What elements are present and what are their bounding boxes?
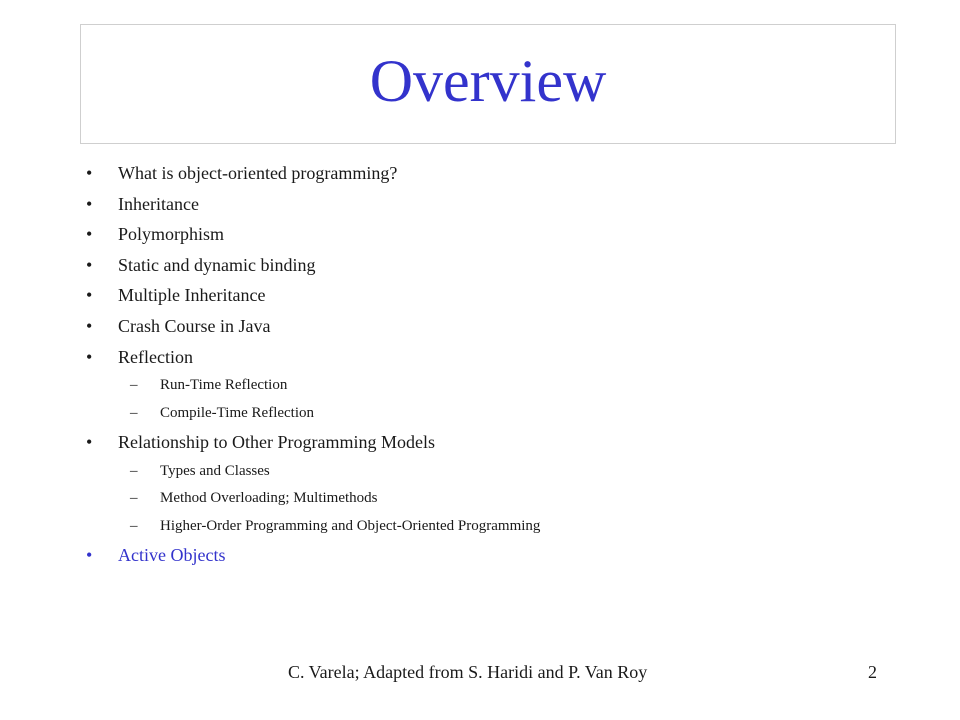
- sub-bullet-marker: –: [130, 490, 138, 507]
- bullet-marker: •: [86, 193, 93, 214]
- bullet-item: [86, 342, 886, 373]
- sub-bullet-text: Method Overloading; Multimethods: [160, 490, 378, 507]
- bullet-item: [86, 280, 886, 311]
- bullet-item: [86, 158, 886, 189]
- bullet-text: Static and dynamic binding: [118, 254, 316, 275]
- sub-bullet-item: [86, 458, 886, 486]
- bullet-marker: •: [86, 545, 93, 566]
- sub-bullet-item: [86, 513, 886, 541]
- sub-bullet-marker: –: [130, 377, 138, 394]
- sub-bullet-text: Compile-Time Reflection: [160, 404, 315, 421]
- bullet-marker: •: [86, 432, 93, 453]
- sub-bullet-text: Run-Time Reflection: [160, 377, 288, 394]
- footer-credit: C. Varela; Adapted from S. Haridi and P. Van Roy: [288, 662, 648, 682]
- bullet-item: [86, 219, 886, 250]
- bullet-text: Polymorphism: [118, 224, 225, 245]
- bullet-item: [86, 427, 886, 458]
- bullet-text: Active Objects: [118, 545, 226, 566]
- bullet-text: Relationship to Other Programming Models: [118, 432, 435, 453]
- page-number: 2: [868, 662, 877, 682]
- bullet-item-active: [86, 540, 886, 571]
- bullet-item: [86, 189, 886, 220]
- sub-bullet-marker: –: [130, 517, 138, 534]
- bullet-item: [86, 311, 886, 342]
- bullet-text: Inheritance: [118, 193, 199, 214]
- bullet-marker: •: [86, 285, 93, 306]
- bullet-text: Multiple Inheritance: [118, 285, 266, 306]
- bullet-text: Reflection: [118, 346, 193, 367]
- bullet-marker: •: [86, 315, 93, 336]
- bullet-list: [86, 158, 886, 571]
- bullet-marker: •: [86, 254, 93, 275]
- bullet-text: What is object-oriented programming?: [118, 163, 398, 183]
- title-box: [80, 24, 896, 144]
- bullet-item: [86, 250, 886, 281]
- bullet-marker: •: [86, 163, 93, 183]
- slide-title: Overview: [369, 48, 607, 114]
- sub-bullet-item: [86, 485, 886, 513]
- sub-bullet-marker: –: [130, 404, 138, 421]
- bullet-marker: •: [86, 224, 93, 245]
- bullet-marker: •: [86, 346, 93, 367]
- sub-bullet-marker: –: [130, 462, 138, 479]
- sub-bullet-item: [86, 372, 886, 400]
- sub-bullet-text: Higher-Order Programming and Object-Oriented Programming: [160, 517, 541, 534]
- sub-bullet-item: [86, 400, 886, 428]
- bullet-text: Crash Course in Java: [118, 315, 271, 336]
- sub-bullet-text: Types and Classes: [160, 462, 270, 479]
